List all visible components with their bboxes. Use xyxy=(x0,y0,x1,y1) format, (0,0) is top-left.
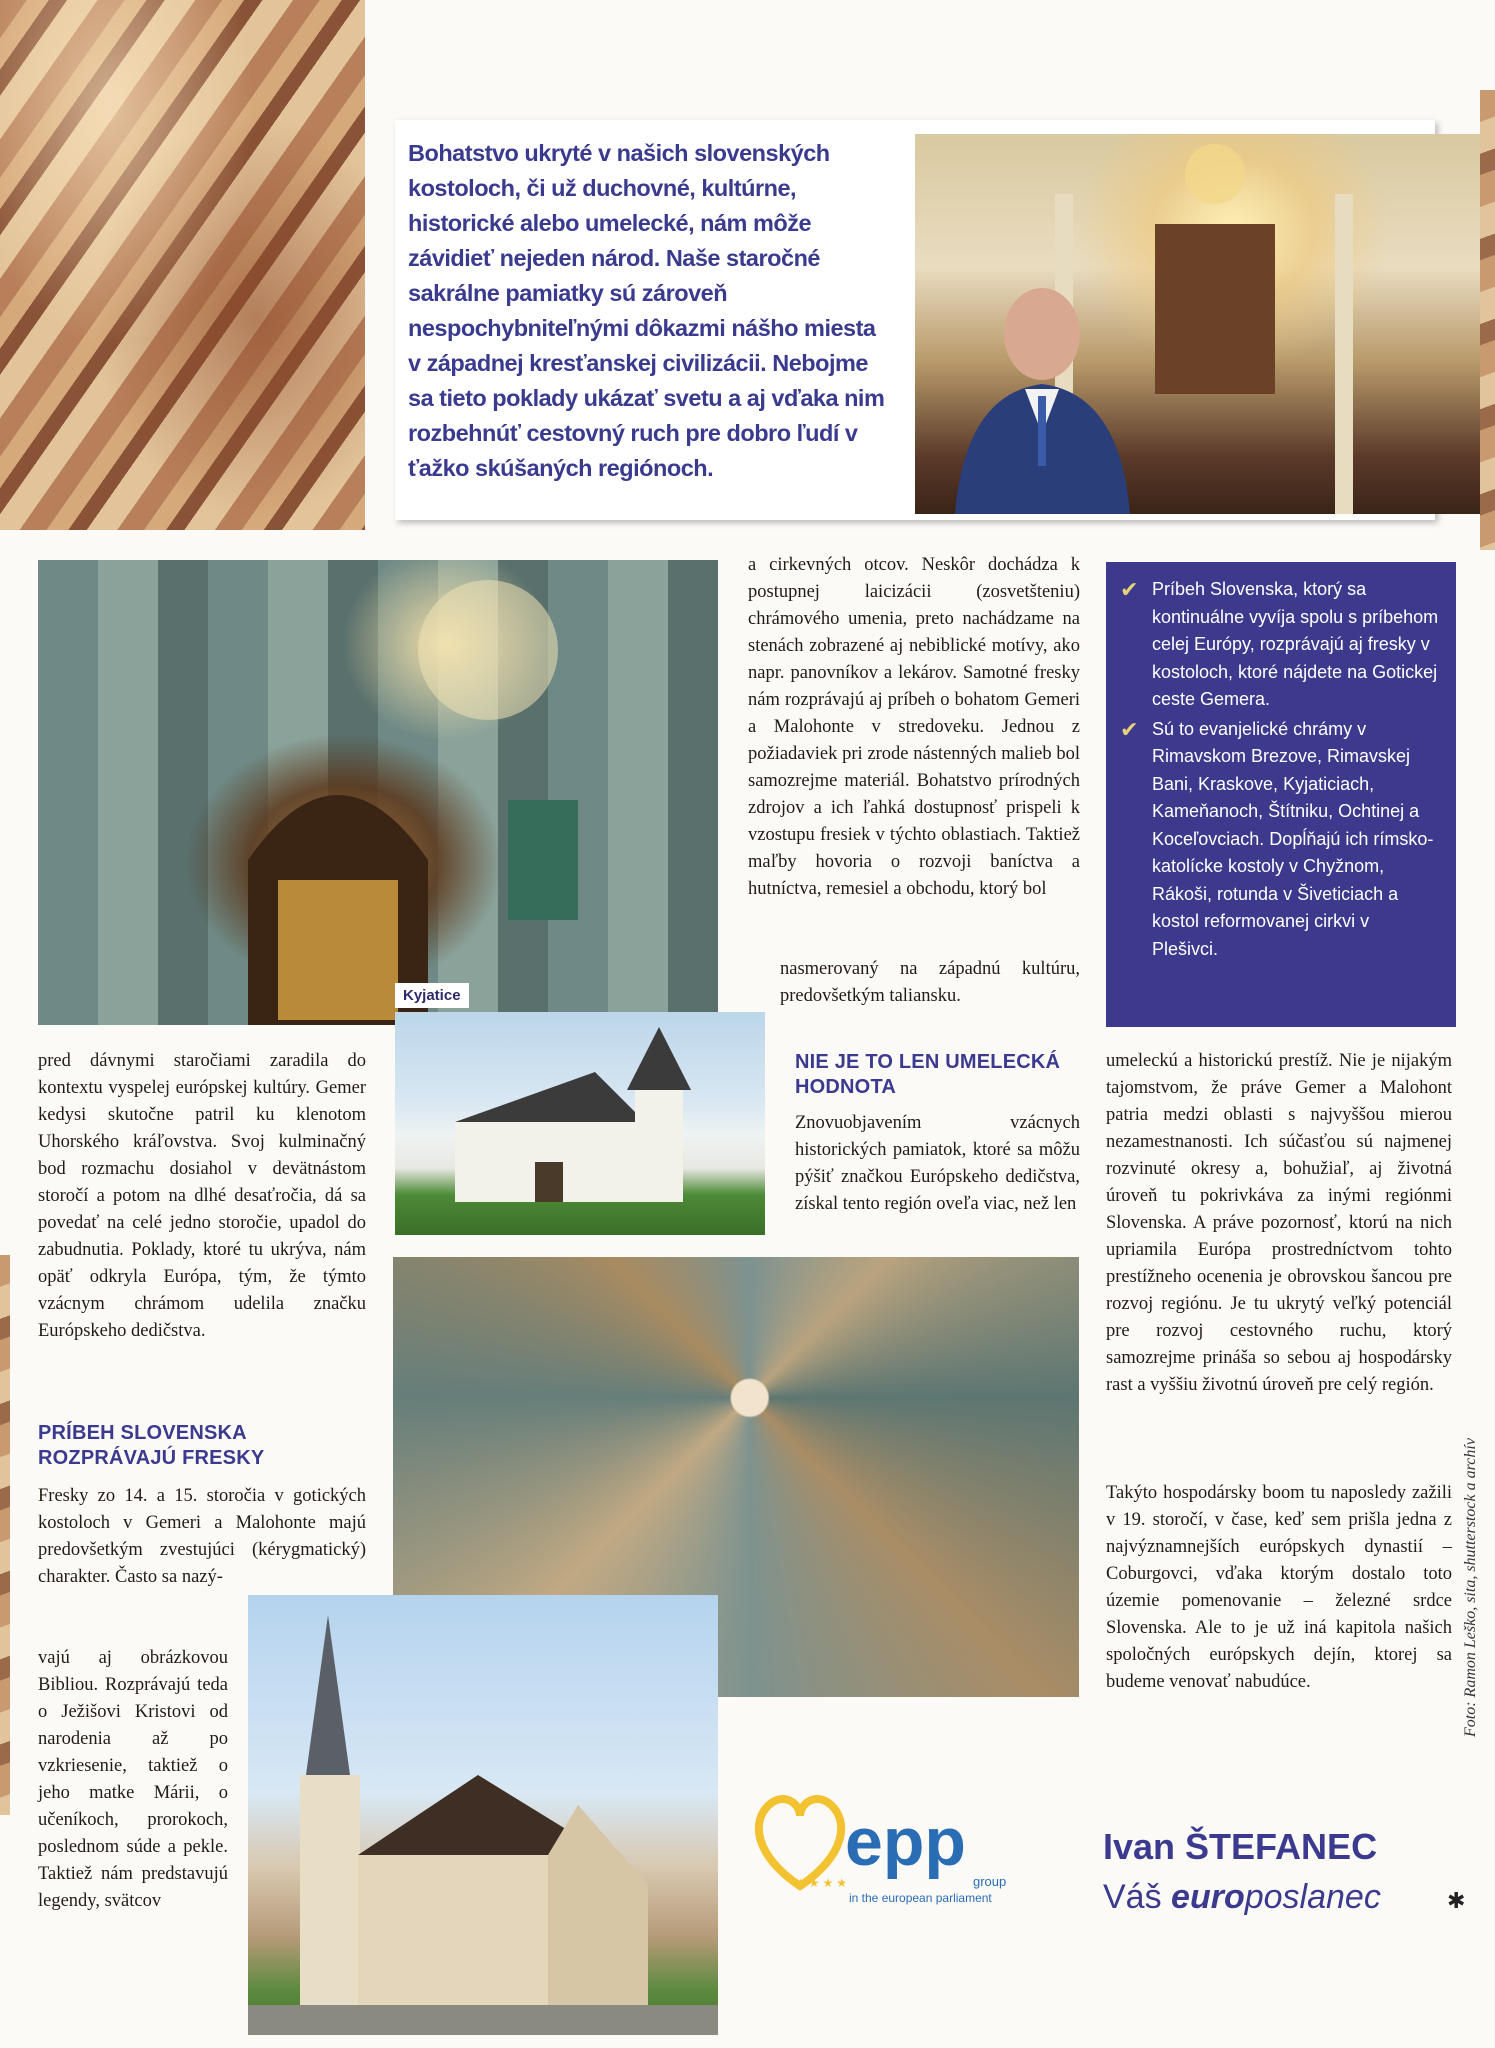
column-right: umeleckú a historickú prestíž. Nie je nijakým tajomstvom, že práve Gemer a Malohont patria medzi oblasti s najvyššou mierou nezamestnanosti. Ich súčasťou sú najmenej rozvinuté okresy a, bohužiaľ, aj životná úroveň tu pokrivkáva za inými regiónmi Slovenska. A práve pozornosť, ktorú na nich upriamila Európa prostredníctvom tohto prestížneho ocenenia je obrovskou šancou pre rozvoj regiónu. Je tu ukrytý veľký potenciál pre rozvoj cestovného ruchu, ktorý samozrejme prináša so sebou aj hospodársky rast a vyššiu životnú úroveň pre celý región. xyxy=(1106,1051,1452,1395)
kyjatice-altar-illustration xyxy=(38,560,718,1025)
fresco-strip-left xyxy=(0,1255,10,1815)
sidebar-item-2 xyxy=(1120,716,1440,964)
fresco-photo-top-left xyxy=(0,0,365,530)
kyjatice-interior-photo xyxy=(38,560,718,1025)
author-name: Ivan ŠTEFANEC xyxy=(1103,1826,1378,1867)
kocelovce-church-illustration xyxy=(248,1595,718,2035)
heading-middle xyxy=(795,1050,1085,1100)
kocelovce-exterior-photo xyxy=(248,1595,718,2035)
sidebar-item-text: Príbeh Slovenska, ktorý sa kontinuálne vyvíja spolu s príbehom celej Európy, rozprávajú aj fresky v kostoloch, ktoré nájdete na Gotickej ceste Gemera. xyxy=(1152,579,1439,709)
author-role-rest: poslanec xyxy=(1244,1878,1381,1916)
heading-middle-line-1: NIE JE TO LEN UMELECKÁ xyxy=(795,1051,1061,1073)
column-left-top: pred dávnymi staročiami zaradila do kontextu vyspelej európskej kultúry. Gemer kedysi skutočne patril ku klenotom Uhorského kráľovstva. Svoj kulminačný bod rozmachu dosiahol v devätnástom storočí a potom na dlhé desaťročia, dá sa povedať na celé jedno storočie, upadol do zabudnutia. Poklady, ktoré tu ukrýva, nám opäť odkryla Európa, tým, že týmto vzácnym chrámom udelila značku Európskeho dedičstva. xyxy=(38,1051,366,1341)
portrait-illustration xyxy=(915,134,1493,514)
author-role xyxy=(1103,1878,1381,1917)
column-middle-bottom: Znovuobjavením vzácnych historických pamiatok, ktoré sa môžu pýšiť značkou Európskeho dedičstva, získal tento región oveľa viac, než len xyxy=(795,1113,1080,1214)
author-role-bold: euro xyxy=(1171,1878,1245,1916)
heading-left-line-2: ROZPRÁVAJÚ FRESKY xyxy=(38,1447,265,1469)
epp-sub: in the european parliament xyxy=(849,1891,992,1905)
epp-word: epp xyxy=(845,1804,966,1880)
photo-credit: Foto: Ramon Leško, sita, shutterstock a archív xyxy=(1462,1438,1479,1737)
check-icon: ✔ xyxy=(1120,716,1139,742)
star-icon: ✱ xyxy=(1447,1888,1466,1913)
column-left-bottom-b: vajú aj obrázkovou Bibliou. Rozprávajú teda o Ježišovi Kristovi od narodenia až po vzkriesenie, taktiež o jeho matke Márii, o učeníkoch, prorokoch, poslednom súde a pekle. Taktiež nám predstavujú legendy, svätcov xyxy=(38,1648,228,1911)
sidebar-box xyxy=(1106,562,1456,1027)
label-kyjatice: Kyjatice xyxy=(395,983,469,1008)
fresco-strip-right xyxy=(1480,90,1495,550)
kyjatice-exterior-photo xyxy=(395,1012,765,1235)
kyjatice-church-illustration xyxy=(395,1012,765,1235)
check-icon: ✔ xyxy=(1120,577,1139,602)
epp-logo xyxy=(745,1786,1025,1926)
heading-left xyxy=(38,1421,368,1471)
heading-middle-line-2: HODNOTA xyxy=(795,1076,897,1098)
column-left-bottom-a: Fresky zo 14. a 15. storočia v gotických kostoloch v Gemeri a Malohonte majú predovšetkým zvestujúci (kérygmatický) charakter. Často sa nazý- xyxy=(38,1486,366,1587)
heading-left-line-1: PRÍBEH SLOVENSKA xyxy=(38,1422,247,1444)
sidebar-item-text: Sú to evanjelické chrámy v Rimavskom Brezove, Rimavskej Bani, Kraskove, Kyjaticiach, Kameňanoch, Štítniku, Ochtinej a Koceľovciach. Dopĺňajú ich rímsko-katolícke kostoly v Chyžnom, Rákoši, rotunda v Šiveticiach a kostol reformovanej cirkvi v Plešivci. xyxy=(1152,718,1434,959)
author-role-prefix: Váš xyxy=(1103,1878,1172,1916)
column-right-2: Takýto hospodársky boom tu naposledy zažili v 19. storočí, v čase, keď sem prišla jedna z najvýznamnejších európskych dynastií – Coburgovci, vďaka ktorým dostalo toto územie pomenovanie – železné srdce Slovenska. Ale to je už iná kapitola našich spoločných európskych dejín, ktorej sa budeme venovať nabudúce. xyxy=(1106,1483,1452,1692)
column-middle-top: a cirkevných otcov. Neskôr dochádza k postupnej laicizácii (zosvetšteniu) chrámového umenia, preto nachádzame na stenách zobrazené aj nebiblické motívy, ako napr. panovníkov a lekárov. Samotné fresky nám rozprávajú aj príbeh o bohatom Gemeri a Malohonte v stredoveku. Jednou z požiadaviek pri zrode nástenných malieb bol samozrejme materiál. Bohatstvo prírodných zdrojov a ich ľahká dostupnosť prispeli k vzostupu fresiek v týchto oblastiach. Taktiež maľby hovoria o rozvoji baníctva a hutníctva, remesiel a obchodu, ktorý bol xyxy=(748,555,1080,899)
epp-group: group xyxy=(973,1874,1007,1889)
epp-stars-icon: ★ ★ ★ ★ xyxy=(795,1876,848,1890)
interior-portrait-photo xyxy=(915,134,1493,514)
column-middle-top-end: nasmerovaný na západnú kultúru, predovšetkým taliansku. xyxy=(780,959,1080,1006)
intro-quote: Bohatstvo ukryté v našich slovenských kostoloch, či už duchovné, kultúrne, historické alebo umelecké, nám môže závidieť nejeden národ. Naše staročné sakrálne pamiatky sú zároveň nespochybniteľnými dôkazmi nášho miesta v západnej kresťanskej civilizácii. Nebojme sa tieto poklady ukázať svetu a aj vďaka nim rozbehnúť cestovný ruch pre dobro ľudí v ťažko skúšaných regiónoch. xyxy=(408,140,885,481)
sidebar-item-1 xyxy=(1120,576,1440,714)
